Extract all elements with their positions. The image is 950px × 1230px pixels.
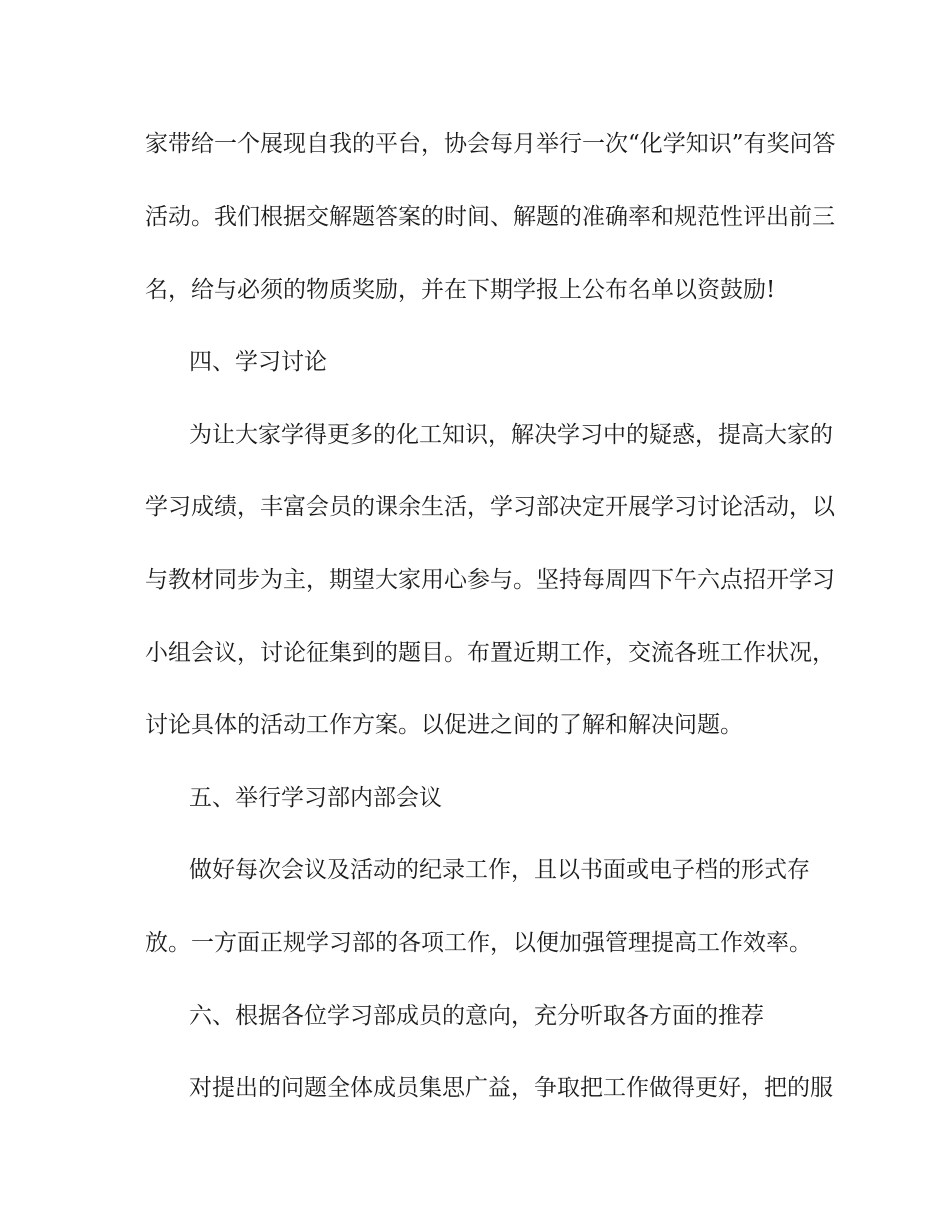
paragraph-line: 为让大家学得更多的化工知识，解决学习中的疑惑，提高大家的 (189, 422, 833, 448)
section-heading: 四、学习讨论 (189, 349, 327, 375)
section-heading: 五、举行学习部内部会议 (189, 785, 442, 811)
section-heading: 六、根据各位学习部成员的意向，充分听取各方面的推荐 (189, 1003, 764, 1029)
paragraph-line: 讨论具体的活动工作方案。以促进之间的了解和解决问题。 (145, 712, 743, 738)
paragraph-line: 放。一方面正规学习部的各项工作，以便加强管理提高工作效率。 (145, 930, 812, 956)
paragraph-line: 活动。我们根据交解题答案的时间、解题的准确率和规范性评出前三 (145, 204, 835, 230)
paragraph-line: 家带给一个展现自我的平台，协会每月举行一次“化学知识”有奖问答 (145, 131, 836, 157)
paragraph-line: 对提出的问题全体成员集思广益，争取把工作做得更好，把的服 (189, 1075, 833, 1101)
paragraph-line: 做好每次会议及活动的纪录工作，且以书面或电子档的形式存 (189, 857, 810, 883)
paragraph-line: 学习成绩，丰富会员的课余生活，学习部决定开展学习讨论活动，以 (145, 494, 835, 520)
paragraph-line: 与教材同步为主，期望大家用心参与。坚持每周四下午六点招开学习 (145, 567, 835, 593)
paragraph-line: 小组会议，讨论征集到的题目。布置近期工作，交流各班工作状况， (145, 640, 835, 666)
paragraph-line: 名，给与必须的物质奖励，并在下期学报上公布名单以资鼓励! (145, 277, 776, 303)
